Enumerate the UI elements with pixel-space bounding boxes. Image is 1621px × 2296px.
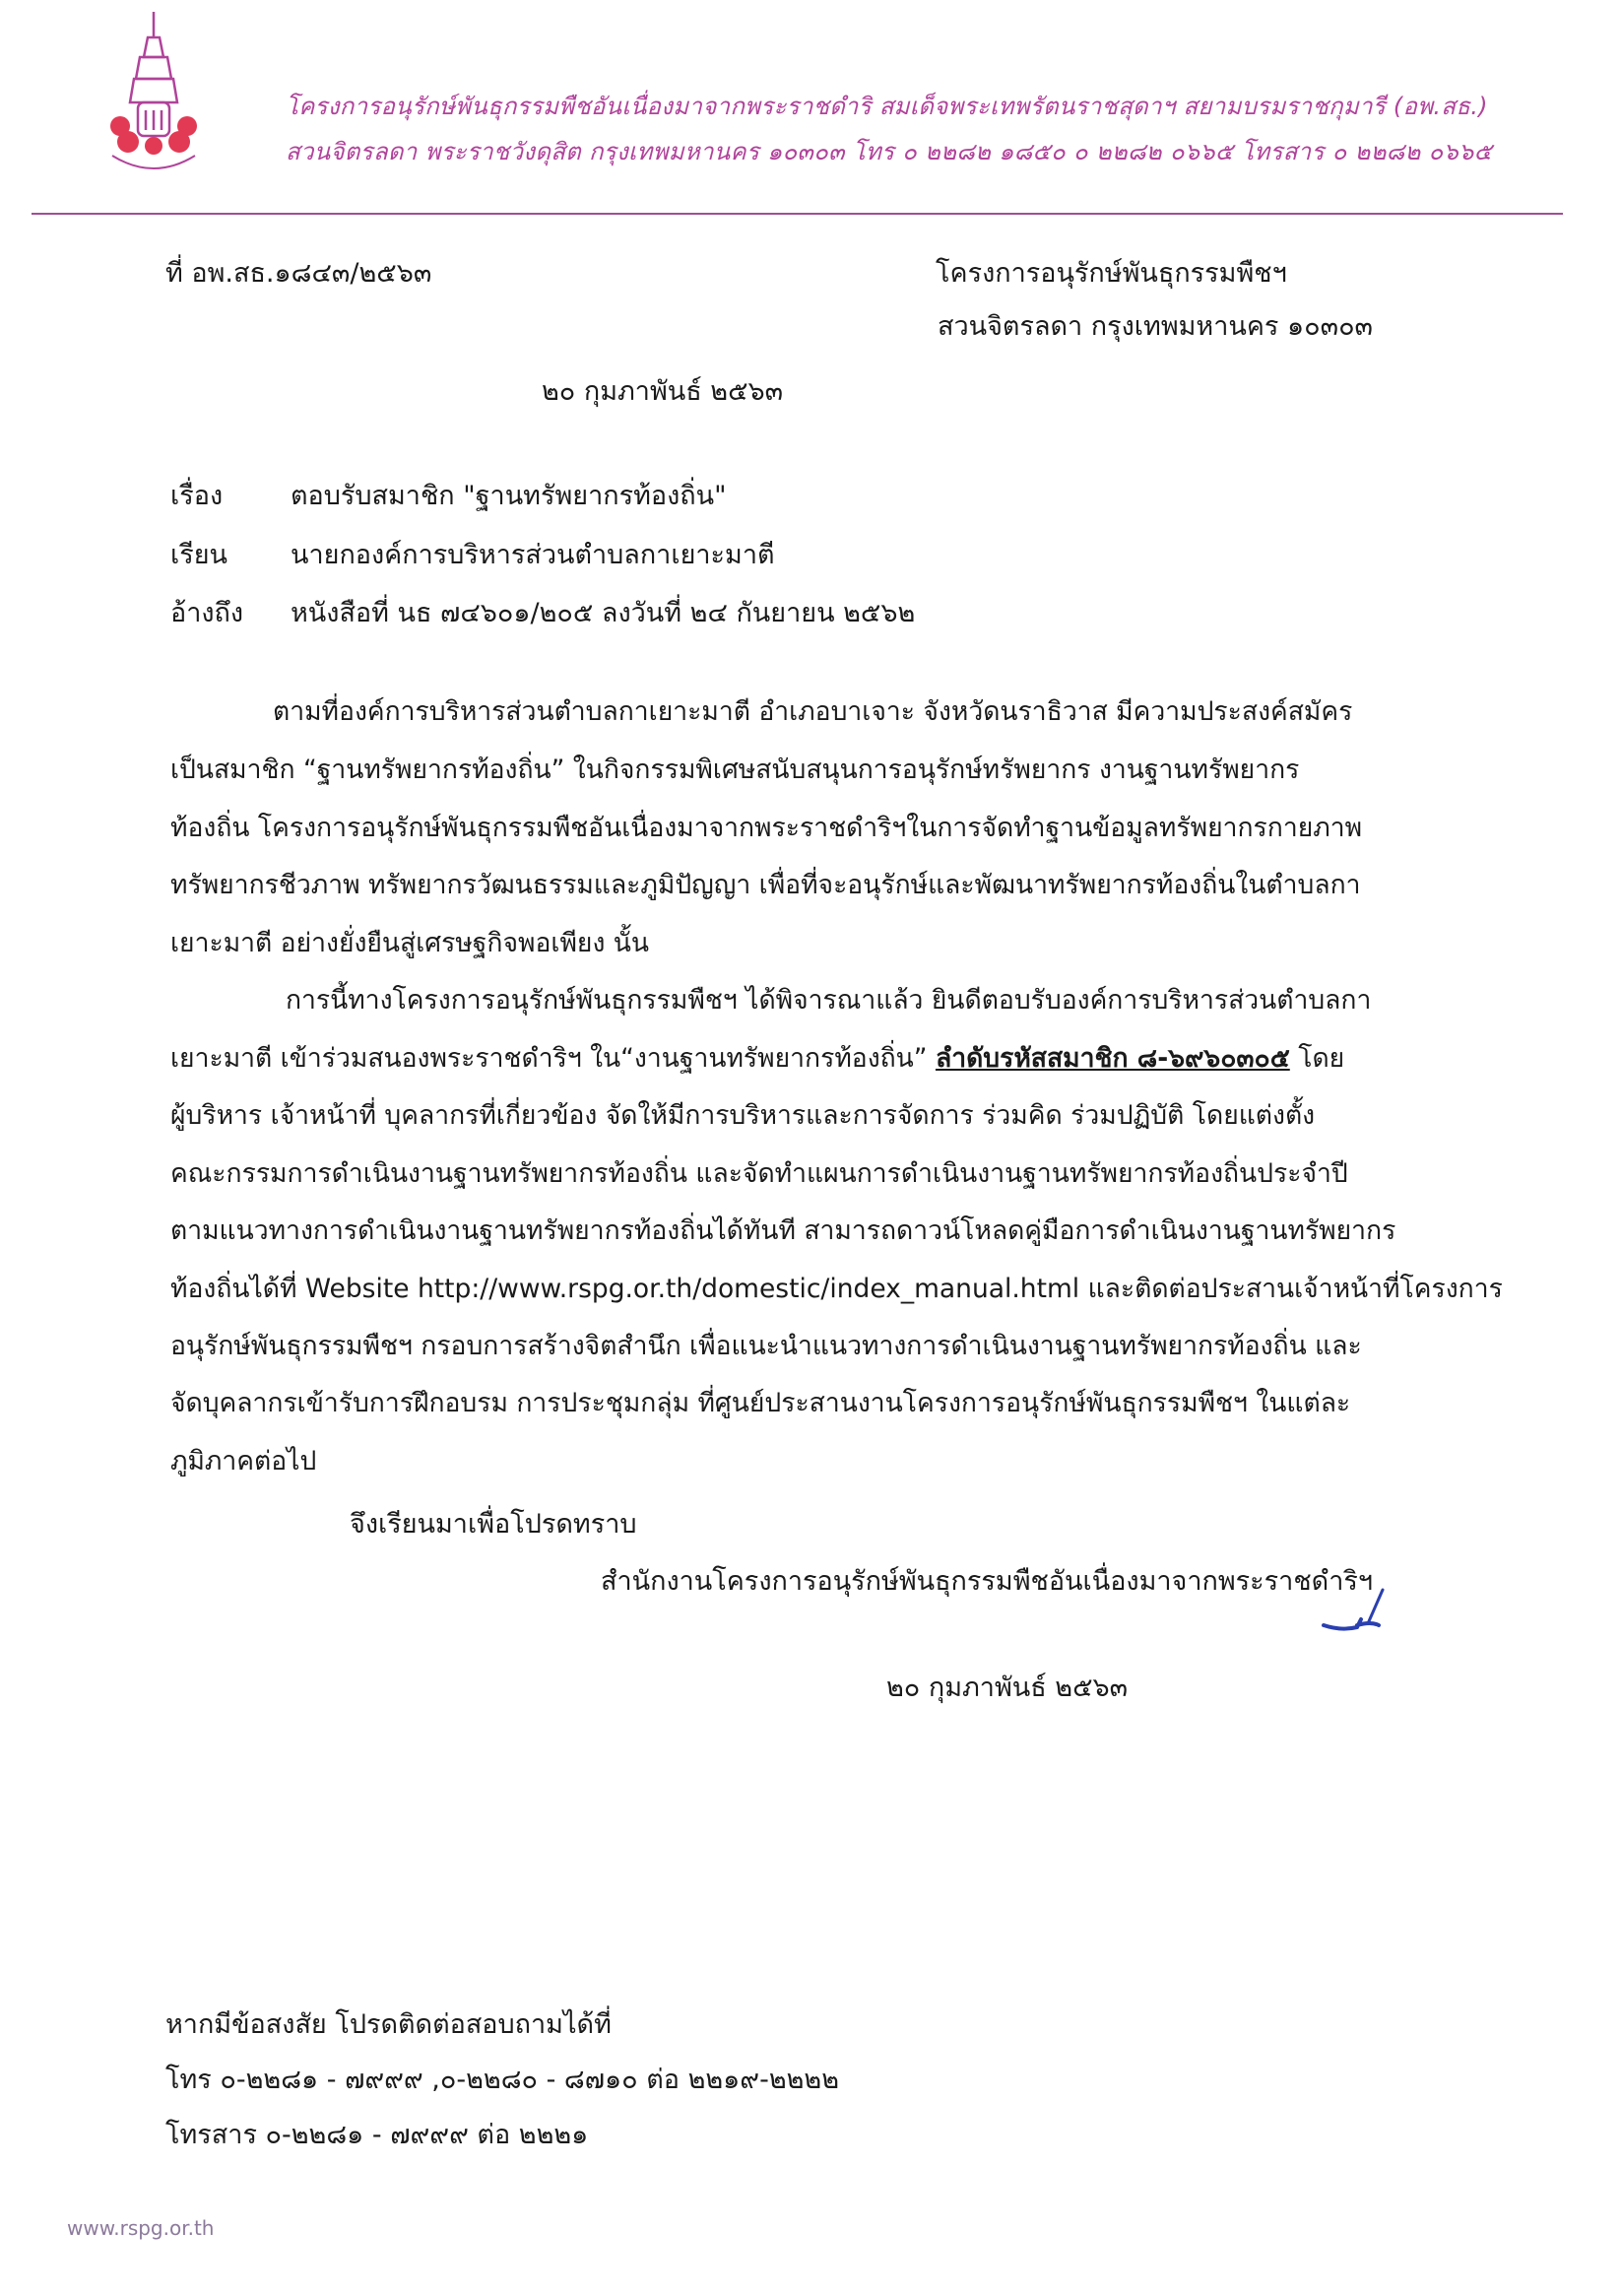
contact-phone: โทร ๐-๒๒๘๑ - ๗๙๙๙ ,๐-๒๒๘๐ - ๘๗๑๐ ต่อ ๒๒๑๙-๒๒๒๒ (165, 2065, 840, 2095)
paragraph2-line: การนี้ทางโครงการอนุรักษ์พันธุกรรมพืชฯ ได้พิจารณาแล้ว ยินดีตอบรับองค์การบริหารส่วนตำบลกา (286, 985, 1372, 1016)
paragraph2-line: จัดบุคลากรเข้ารับการฝึกอบรม การประชุมกลุ่ม ที่ศูนย์ประสานงานโครงการอนุรักษ์พันธุกรรมพืชฯ ในแต่ละ (170, 1388, 1351, 1418)
paragraph1-line: เป็นสมาชิก “ฐานทรัพยากรท้องถิ่น” ในกิจกรรมพิเศษสนับสนุนการอนุรักษ์ทรัพยากร งานฐานทรัพยากร (170, 754, 1300, 785)
paragraph2-line (170, 1039, 1344, 1079)
paragraph2-line: ตามแนวทางการดำเนินงานฐานทรัพยากรท้องถิ่นได้ทันที สามารถดาวน์โหลดคู่มือการดำเนินงานฐานทรัพยากร (170, 1215, 1396, 1246)
contact-heading: หากมีข้อสงสัย โปรดติดต่อสอบถามได้ที่ (165, 2009, 612, 2040)
paragraph2-line: ผู้บริหาร เจ้าหน้าที่ บุคลากรที่เกี่ยวข้อง จัดให้มีการบริหารและการจัดการ ร่วมคิด ร่วมปฏิบัติ โดยแต่งตั้ง (170, 1100, 1316, 1131)
letterhead-divider (32, 213, 1563, 215)
subject-value: ตอบรับสมาชิก "ฐานทรัพยากรท้องถิ่น" (291, 481, 727, 511)
paragraph2-text: เยาะมาตี เข้าร่วมสนองพระราชดำริฯ ใน“งานฐานทรัพยากรท้องถิ่น” (170, 1043, 936, 1074)
letterhead-address: สวนจิตรลดา พระราชวังดุสิต กรุงเทพมหานคร ๑๐๓๐๓ โทร ๐ ๒๒๘๒ ๑๘๕๐ ๐ ๒๒๘๒ ๐๖๖๕ โทรสาร ๐ ๒๒๘๒ ๐๖๖๕ (286, 138, 1493, 165)
paragraph2-line: คณะกรรมการดำเนินงานฐานทรัพยากรท้องถิ่น และจัดทำแผนการดำเนินงานฐานทรัพยากรท้องถิ่นประจำปี (170, 1158, 1348, 1189)
paragraph2-line: อนุรักษ์พันธุกรรมพืชฯ กรอบการสร้างจิตสำนึก เพื่อแนะนำแนวทางการดำเนินงานฐานทรัพยากรท้องถิ่น และ (170, 1331, 1362, 1361)
contact-fax: โทรสาร ๐-๒๒๘๑ - ๗๙๙๙ ต่อ ๒๒๒๑ (165, 2120, 589, 2150)
footer-website: www.rspg.or.th (67, 2216, 215, 2240)
paragraph1-line: ตามที่องค์การบริหารส่วนตำบลกาเยาะมาตี อำเภอบาเจาะ จังหวัดนราธิวาส มีความประสงค์สมัคร (273, 696, 1353, 727)
reference-value: หนังสือที่ นธ ๗๔๖๐๑/๒๐๕ ลงวันที่ ๒๔ กันยายน ๒๕๖๒ (291, 598, 916, 628)
recipient-value: นายกองค์การบริหารส่วนตำบลกาเยาะมาตี (291, 540, 775, 570)
signature-date: ๒๐ กุมภาพันธ์ ๒๕๖๓ (886, 1673, 1129, 1703)
rspg-seal-icon (98, 8, 209, 173)
reference-label: อ้างถึง (170, 598, 244, 628)
sender-org-name: โครงการอนุรักษ์พันธุกรรมพืชฯ (936, 258, 1287, 289)
paragraph2-line: ภูมิภาคต่อไป (170, 1446, 317, 1476)
paragraph1-line: ท้องถิ่น โครงการอนุรักษ์พันธุกรรมพืชอันเนื่องมาจากพระราชดำริฯในการจัดทำฐานข้อมูลทรัพยากรกายภาพ (170, 813, 1363, 843)
subject-label: เรื่อง (170, 481, 224, 511)
recipient-label: เรียน (170, 540, 228, 570)
member-code: ลำดับรหัสสมาชิก ๘-๖๙๖๐๓๐๕ (935, 1043, 1290, 1074)
paragraph1-line: เยาะมาตี อย่างยั่งยืนสู่เศรษฐกิจพอเพียง นั้น (170, 928, 650, 958)
sender-office: สำนักงานโครงการอนุรักษ์พันธุกรรมพืชอันเนื่องมาจากพระราชดำริฯ (601, 1566, 1374, 1597)
reference-number: ที่ อพ.สธ.๑๘๔๓/๒๕๖๓ (165, 258, 432, 289)
sender-org-address: สวนจิตรลดา กรุงเทพมหานคร ๑๐๓๐๓ (938, 311, 1374, 342)
paragraph2-line: ท้องถิ่นได้ที่ Website http://www.rspg.or.th/domestic/index_manual.html และติดต่อประสานเจ้าหน้าที่โครงการ (170, 1274, 1503, 1304)
paragraph1-line: ทรัพยากรชีวภาพ ทรัพยากรวัฒนธรรมและภูมิปัญญา เพื่อที่จะอนุรักษ์และพัฒนาทรัพยากรท้องถิ่นในตำบลกา (170, 870, 1361, 900)
letterhead-title: โครงการอนุรักษ์พันธุกรรมพืชอันเนื่องมาจากพระราชดำริ สมเด็จพระเทพรัตนราชสุดาฯ สยามบรมราชกุมารี (อพ.สธ.) (286, 93, 1488, 120)
letter-date: ๒๐ กุมภาพันธ์ ๒๕๖๓ (542, 376, 784, 407)
closing-phrase: จึงเรียนมาเพื่อโปรดทราบ (350, 1509, 637, 1540)
paragraph2-text: โดย (1289, 1043, 1345, 1074)
signature-mark (1318, 1582, 1396, 1641)
